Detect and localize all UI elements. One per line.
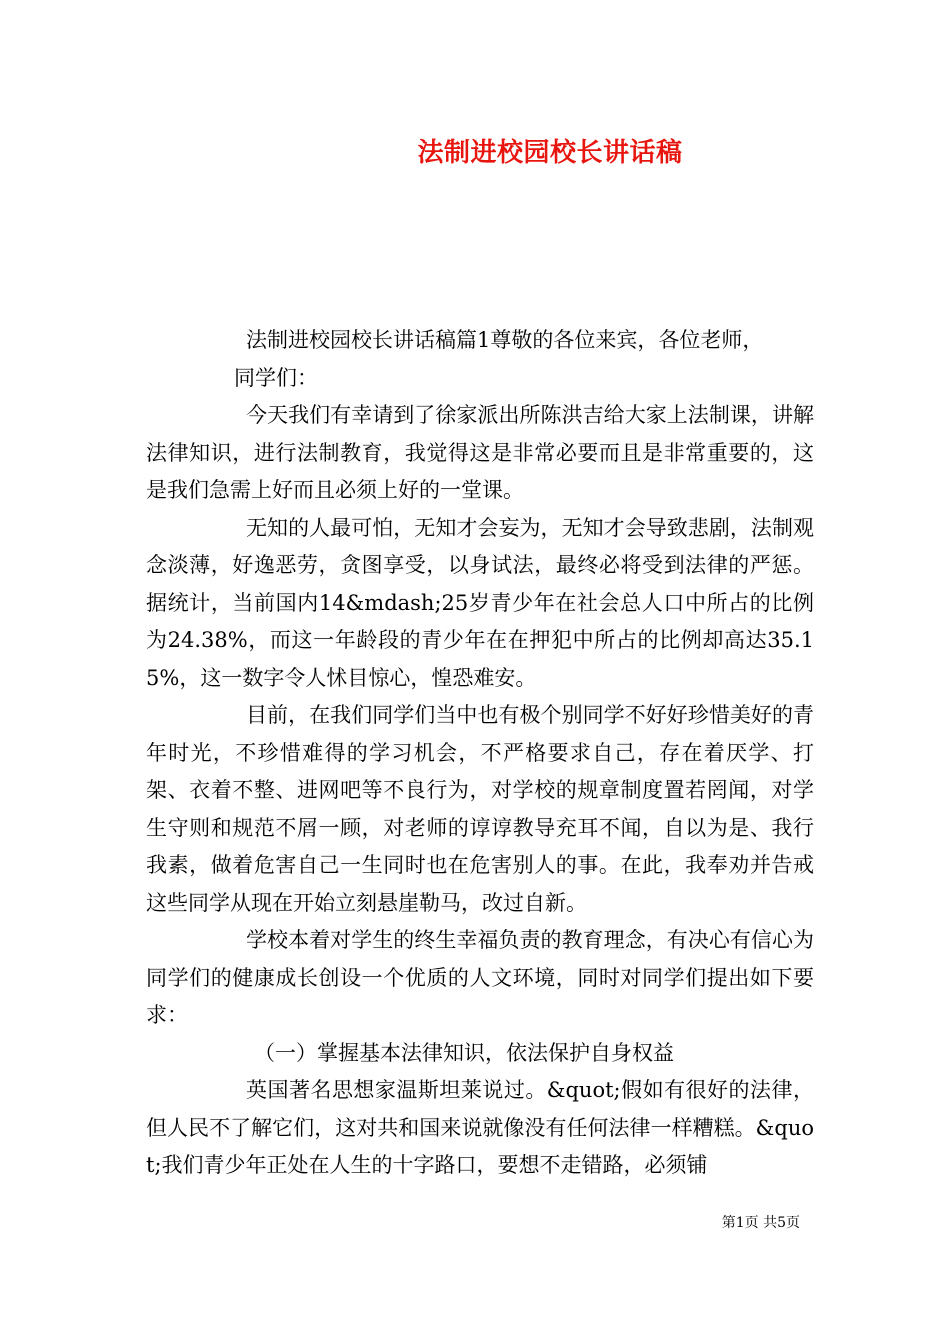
section-heading-1: （一）掌握基本法律知识，依法保护自身权益: [254, 1040, 674, 1065]
document-title: 法制进校园校长讲话稿: [417, 138, 683, 168]
paragraph-intro: 法制进校园校长讲话稿篇1尊敬的各位来宾，各位老师，: [246, 328, 764, 352]
paragraph-3: 目前，在我们同学们当中也有极个别同学不好好珍惜美好的青年时光，不珍惜难得的学习机会，不严格要求自己，存在着厌学、打架、衣着不整、进网吧等不良行为，对学校的规章制度置若罔闻，对学生守则和规范不屑一顾，对老师的谆谆教导充耳不闻，自以为是、我行我素，做着危害自己一生同时也在危害别人的事。在此，我奉劝并告戒这些同学从现在开始立刻悬崖勒马，改过自新。: [146, 703, 814, 915]
page-number: 第1页 共5页: [721, 1215, 800, 1231]
paragraph-2: 无知的人最可怕，无知才会妄为，无知才会导致悲剧，法制观念淡薄，好逸恶劳，贪图享受，以身试法，最终必将受到法律的严惩。据统计，当前国内14&mdash;25岁青少年在社会总人口中所占的比例为24.38%，而这一年龄段的青少年在在押犯中所占的比例却高达35.15%，这一数字令人怵目惊心，惶恐难安。: [146, 515, 814, 690]
paragraph-5: 英国著名思想家温斯坦莱说过。&quot;假如有很好的法律，但人民不了解它们，这对共和国来说就像没有任何法律一样糟糕。&quot;我们青少年正处在人生的十字路口，要想不走错路，必须铺: [146, 1078, 814, 1177]
paragraph-4: 学校本着对学生的终生幸福负责的教育理念，有决心有信心为同学们的健康成长创设一个优质的人文环境，同时对同学们提出如下要求：: [146, 928, 814, 1027]
paragraph-1: 今天我们有幸请到了徐家派出所陈洪吉给大家上法制课，讲解法律知识，进行法制教育，我觉得这是非常必要而且是非常重要的，这是我们急需上好而且必须上好的一堂课。: [146, 403, 814, 502]
paragraph-salutation: 同学们：: [234, 365, 318, 390]
document-body: [146, 322, 814, 1185]
